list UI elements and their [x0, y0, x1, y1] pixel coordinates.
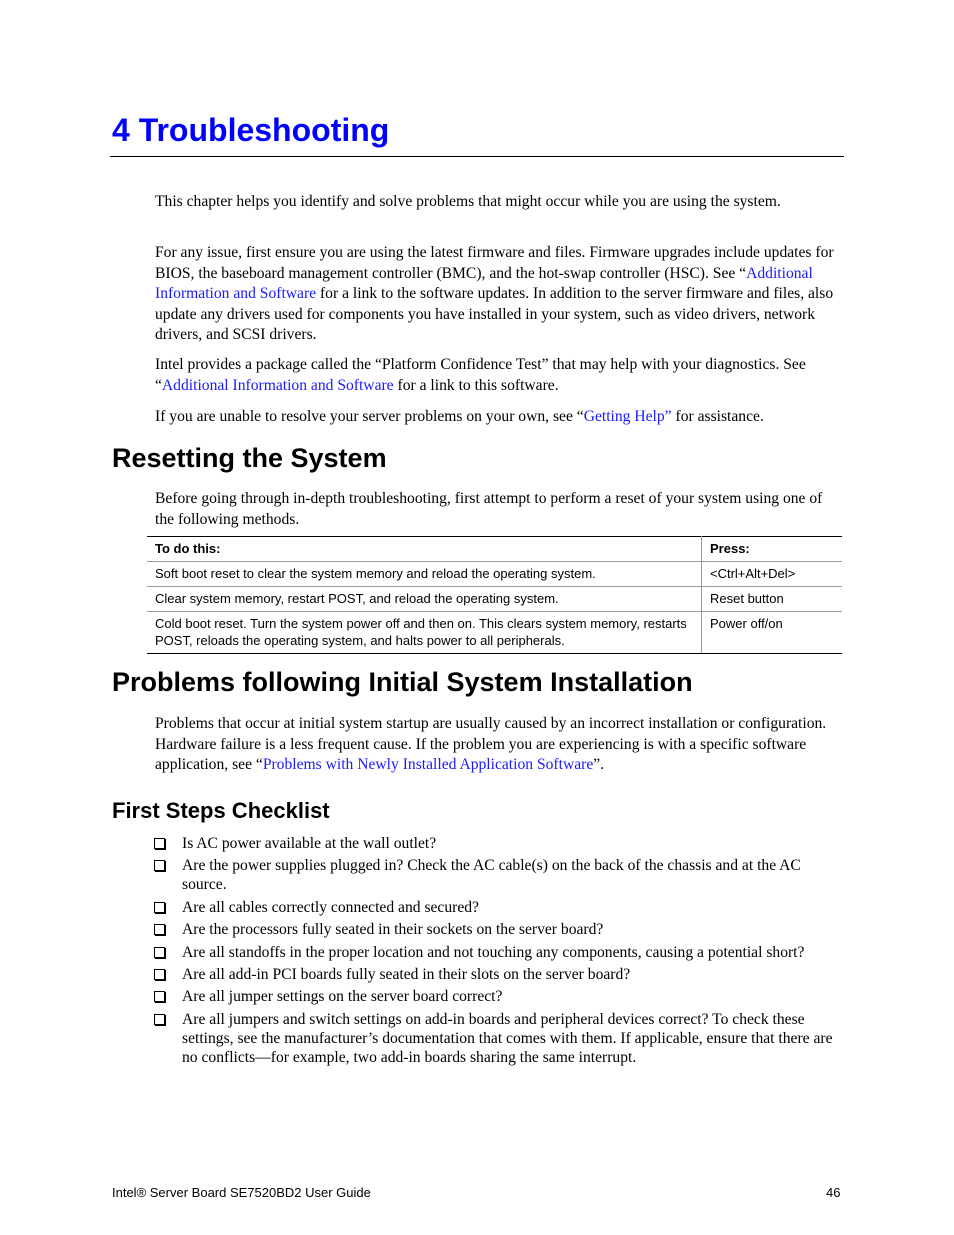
list-item [153, 965, 843, 984]
list-item-text: Are the power supplies plugged in? Check the AC cable(s) on the back of the chassis and at the AC source. [182, 857, 801, 894]
table-cell-action: Clear system memory, restart POST, and reload the operating system. [147, 587, 702, 612]
getting-help-link[interactable]: Getting Help” [583, 408, 672, 425]
list-item-text: Are all jumpers and switch settings on add-in boards and peripheral devices correct? To check these settings, see the manufacturer’s documentation that comes with them. If applicable, ensure that there are no conflicts—for example, two add-in boards sharing the same interrupt. [182, 1010, 833, 1066]
list-item-text: Are all jumper settings on the server board correct? [182, 988, 503, 1006]
chapter-title: 4 Troubleshooting [112, 112, 390, 148]
table-cell-press: Reset button [702, 587, 843, 612]
list-item [153, 987, 843, 1006]
intro-p2-text-a: For any issue, first ensure you are using the latest firmware and files. Firmware upgrades include updates for BIOS, the baseboard management controller (BMC), and the hot-swap controller (HSC). See “ [155, 244, 834, 282]
checkbox-icon [154, 947, 165, 958]
resetting-heading: Resetting the System [112, 443, 387, 473]
additional-info-link[interactable]: Additional Information and Software [155, 264, 813, 302]
table-cell-action: Soft boot reset to clear the system memory and reload the operating system. [147, 562, 702, 587]
table-cell-action: Cold boot reset. Turn the system power off and then on. This clears system memory, restarts POST, reloads the operating system, and halts power to all peripherals. [147, 612, 702, 654]
table-row [147, 562, 842, 587]
reset-methods-table [147, 536, 842, 654]
table-header-press: Press: [702, 537, 843, 562]
first-steps-checklist [153, 834, 843, 1070]
problems-text-a: Problems that occur at initial system startup are usually caused by an incorrect installation or configuration. Hardware failure is a less frequent cause. If the problem you are experiencing is with a specific software application, see “ [155, 715, 827, 773]
intro-p4-text-b: for assistance. [671, 408, 764, 425]
footer-document-title: Intel® Server Board SE7520BD2 User Guide [112, 1185, 371, 1200]
table-cell-press: <Ctrl+Alt+Del> [702, 562, 843, 587]
checkbox-icon [154, 1014, 165, 1025]
checkbox-icon [154, 969, 165, 980]
list-item [153, 943, 843, 962]
problems-text-b: ”. [593, 756, 605, 773]
chapter-divider [110, 156, 844, 157]
problems-paragraph [155, 714, 843, 776]
list-item [153, 920, 843, 939]
resetting-paragraph: Before going through in-depth troubleshooting, first attempt to perform a reset of your system using one of the following methods. [155, 490, 823, 528]
checkbox-icon [154, 860, 165, 871]
list-item-text: Are all add-in PCI boards fully seated in their slots on the server board? [182, 965, 631, 983]
additional-info-link-2[interactable]: Additional Information and Software [161, 376, 394, 394]
intro-p3-text-a: Intel provides a package called the “Platform Confidence Test” that may help with your diagnostics. See “ [155, 356, 806, 394]
list-item [153, 1010, 843, 1067]
table-row [147, 612, 842, 654]
checkbox-icon [154, 838, 165, 849]
table-row [147, 587, 842, 612]
table-header-action: To do this: [147, 537, 702, 562]
checkbox-icon [154, 924, 165, 935]
list-item [153, 898, 843, 917]
list-item [153, 856, 843, 894]
list-item [153, 834, 843, 853]
checkbox-icon [154, 902, 165, 913]
table-cell-press: Power off/on [702, 612, 843, 654]
intro-p4-text-a: If you are unable to resolve your server problems on your own, see “ [155, 408, 584, 425]
intro-paragraph-2 [155, 243, 843, 346]
list-item-text: Is AC power available at the wall outlet? [182, 835, 437, 852]
table-header-row [147, 537, 842, 562]
intro-paragraph-4 [155, 407, 843, 428]
footer-page-number: 46 [826, 1185, 841, 1200]
checkbox-icon [154, 991, 165, 1002]
problems-heading: Problems following Initial System Installation [112, 667, 693, 697]
intro-p3-text-b: for a link to this software. [393, 376, 559, 394]
list-item-text: Are all cables correctly connected and secured? [182, 898, 479, 916]
problems-software-link[interactable]: Problems with Newly Installed Application Software [262, 756, 594, 773]
checklist-heading: First Steps Checklist [112, 798, 330, 823]
intro-paragraph-1: This chapter helps you identify and solve problems that might occur while you are using the system. [155, 193, 781, 210]
intro-paragraph-3 [155, 355, 843, 396]
intro-p2-text-b: for a link to the software updates. In addition to the server firmware and files, also update any drivers used for components you have installed in your system, such as video drivers, network drivers, and SCSI drivers. [155, 285, 834, 343]
list-item-text: Are all standoffs in the proper location and not touching any components, causing a potential short? [182, 943, 805, 961]
list-item-text: Are the processors fully seated in their sockets on the server board? [182, 921, 604, 939]
